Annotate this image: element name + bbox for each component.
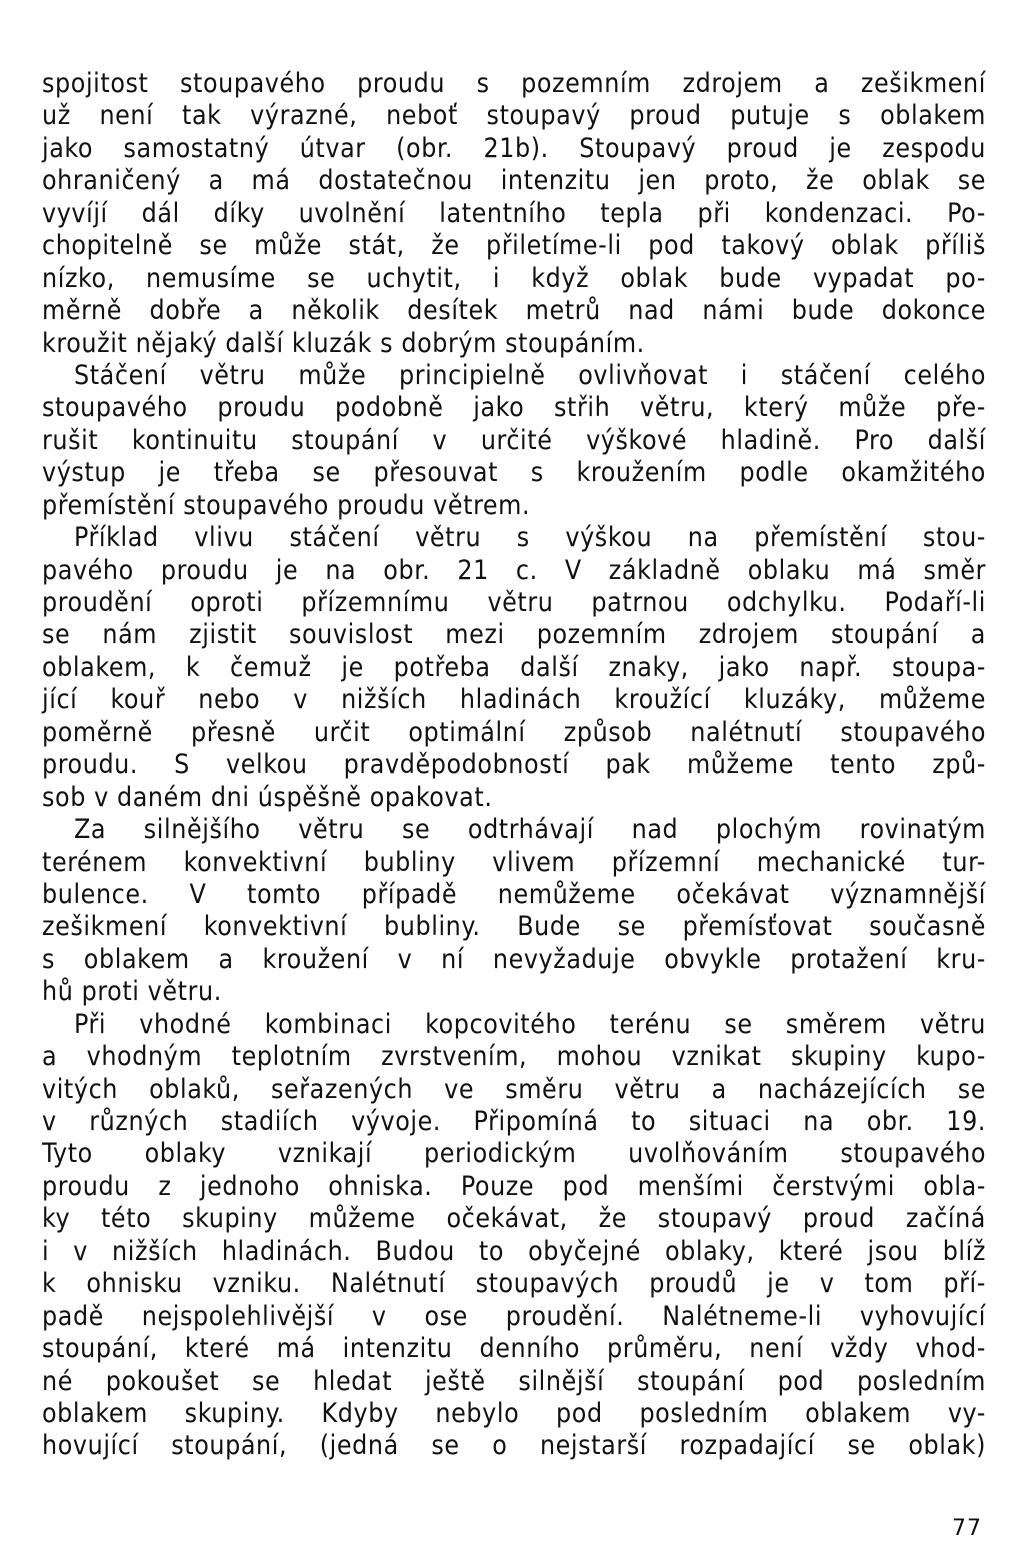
text-line: Při vhodné kombinaci kopcovitého terénu se směrem větru <box>74 1008 986 1040</box>
page-number: 77 <box>952 1516 982 1541</box>
text-line: s oblakem a kroužení v ní nevyžaduje obvykle protažení kru- <box>42 943 986 975</box>
text-line: proudění oproti přízemnímu větru patrnou odchylku. Podaří-li <box>42 587 986 618</box>
text-line: poměrně přesně určit optimální způsob nalétnutí stoupavého <box>42 716 986 748</box>
text-line: Tyto oblaky vznikají periodickým uvolňováním stoupavého <box>42 1138 986 1170</box>
text-line: zešikmení konvektivní bubliny. Bude se přemísťovat současně <box>42 911 986 943</box>
text-line: bulence. V tomto případě nemůžeme očekávat významnější <box>42 878 986 910</box>
text-line: né pokoušet se hledat ještě silnější stoupání pod posledním <box>42 1365 986 1397</box>
text-line: stoupání, které má intenzitu denního průměru, není vždy vhod- <box>42 1333 986 1365</box>
text-line: vitých oblaků, seřazených ve směru větru a nacházejících se <box>42 1073 986 1105</box>
text-line: kroužit nějaký další kluzák s dobrým stoupáním. <box>42 327 645 359</box>
text-line: k ohnisku vzniku. Nalétnutí stoupavých proudů je v tom pří- <box>42 1268 986 1300</box>
text-line: ky této skupiny můžeme očekávat, že stoupavý proud začíná <box>42 1203 986 1235</box>
text-line: oblakem, k čemuž je potřeba další znaky, jako např. stoupa- <box>42 651 986 683</box>
text-line: jící kouř nebo v nižších hladinách kroužící kluzáky, můžeme <box>42 684 986 716</box>
text-line: sob v daném dni úspěšně opakovat. <box>42 781 493 813</box>
text-line: chopitelně se může stát, že přiletíme-li pod takový oblak příliš <box>42 230 986 262</box>
text-line: spojitost stoupavého proudu s pozemním zdrojem a zešikmení <box>42 68 986 99</box>
text-line: stoupavého proudu podobně jako střih větru, který může pře- <box>42 392 986 424</box>
text-line: terénem konvektivní bubliny vlivem přízemní mechanické tur- <box>42 846 986 878</box>
text-line: vyvíjí dál díky uvolnění latentního tepla při kondenzaci. Po- <box>42 197 986 229</box>
text-line: už není tak výrazné, neboť stoupavý proud putuje s oblakem <box>42 100 986 132</box>
text-line: proudu z jednoho ohniska. Pouze pod menšími čerstvými obla- <box>42 1170 986 1202</box>
text-line: rušit kontinuitu stoupání v určité výškové hladině. Pro další <box>42 424 986 456</box>
text-line: ohraničený a má dostatečnou intenzitu jen proto, že oblak se <box>42 165 986 197</box>
page-body <box>42 68 986 1463</box>
text-line: Stáčení větru může principielně ovlivňovat i stáčení celého <box>74 359 986 391</box>
text-line: výstup je třeba se přesouvat s kroužením podle okamžitého <box>42 457 986 489</box>
text-line: jako samostatný útvar (obr. 21b). Stoupavý proud je zespodu <box>42 132 986 164</box>
text-line: padě nejspolehlivější v ose proudění. Nalétneme-li vyhovující <box>42 1300 986 1332</box>
text-line: přemístění stoupavého proudu větrem. <box>42 489 531 521</box>
text-line: proudu. S velkou pravděpodobností pak můžeme tento způ- <box>42 749 986 781</box>
text-line: měrně dobře a několik desítek metrů nad námi bude dokonce <box>42 295 986 327</box>
text-line: Příklad vlivu stáčení větru s výškou na přemístění stou- <box>74 522 986 554</box>
text-line: pavého proudu je na obr. 21 c. V základně oblaku má směr <box>42 554 986 586</box>
text-line: v různých stadiích vývoje. Připomíná to situaci na obr. 19. <box>42 1106 986 1137</box>
text-line: hovující stoupání, (jedná se o nejstarší rozpadající se oblak) <box>42 1430 986 1462</box>
text-line: hů proti větru. <box>42 976 222 1008</box>
text-line: se nám zjistit souvislost mezi pozemním zdrojem stoupání a <box>42 619 986 651</box>
text-line: i v nižších hladinách. Budou to obyčejné oblaky, které jsou blíž <box>42 1235 986 1267</box>
text-line: a vhodným teplotním zvrstvením, mohou vznikat skupiny kupo- <box>42 1041 986 1073</box>
text-line: oblakem skupiny. Kdyby nebylo pod posledním oblakem vy- <box>42 1397 986 1429</box>
text-line: nízko, nemusíme se uchytit, i když oblak bude vypadat po- <box>42 262 986 294</box>
text-line: Za silnějšího větru se odtrhávají nad plochým rovinatým <box>74 814 986 846</box>
